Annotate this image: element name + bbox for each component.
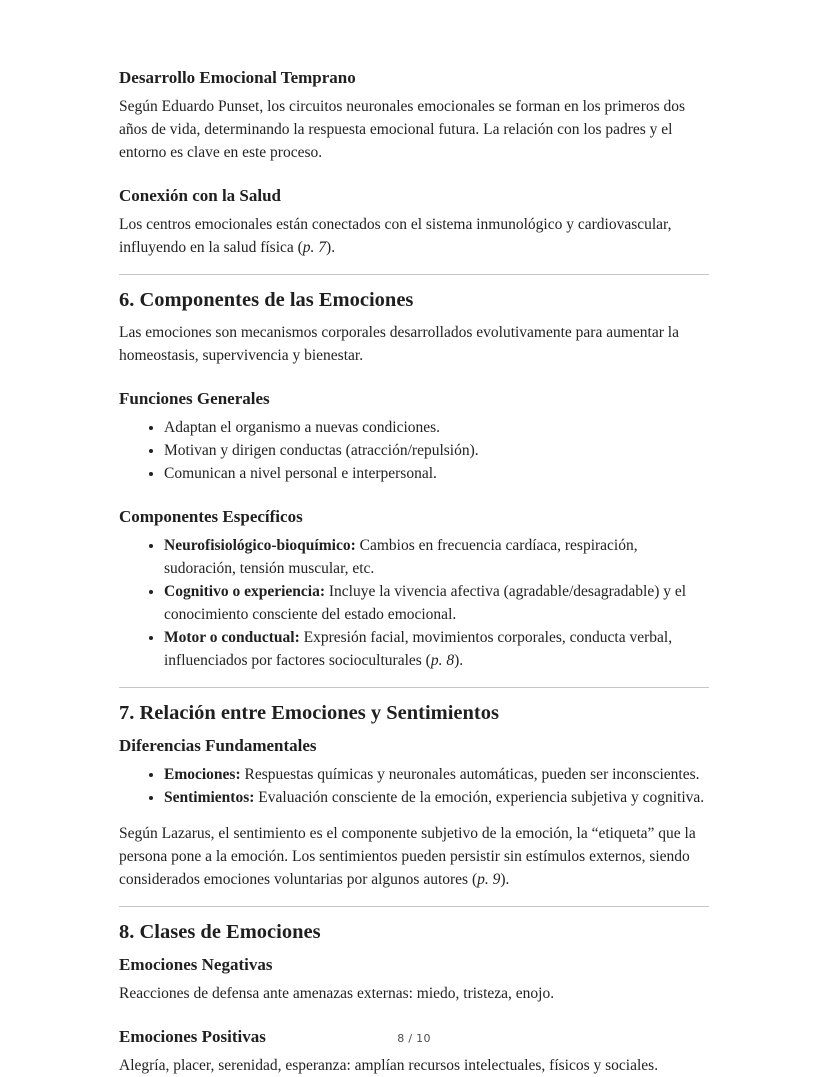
bullet-lead: Motor o conductual: xyxy=(164,629,300,646)
bullet-text: ). xyxy=(454,652,464,669)
page-number: 8 / 10 xyxy=(397,1032,431,1045)
section-title-7: 7. Relación entre Emociones y Sentimientos xyxy=(119,702,499,724)
page-reference: p. 7 xyxy=(302,239,327,256)
paragraph-intro-6: Las emociones son mecanismos corporales desarrollados evolutivamente para aumentar la homeostasis, supervivencia y bienestar. xyxy=(119,324,679,364)
bullet-lead: Sentimientos: xyxy=(164,789,255,806)
paragraph-negativas: Reacciones de defensa ante amenazas externas: miedo, tristeza, enojo. xyxy=(119,985,555,1002)
paragraph-conexion-salud xyxy=(119,213,709,259)
list-item: • Comunican a nivel personal e interpersonal. xyxy=(164,462,709,485)
list-item xyxy=(164,763,709,786)
section-title-8: 8. Clases de Emociones xyxy=(119,921,321,943)
section-divider xyxy=(119,906,709,907)
subsection-heading-desarrollo: Desarrollo Emocional Temprano xyxy=(119,68,356,87)
subsection-heading-componentes: Componentes Específicos xyxy=(119,507,303,526)
paragraph-text: Los centros emocionales están conectados con el sistema inmunológico y cardiovascular, influyendo en la salud física ( xyxy=(119,216,672,256)
bullet-list-funciones xyxy=(119,416,709,485)
subsection-heading-negativas: Emociones Negativas xyxy=(119,955,273,974)
section-title-6: 6. Componentes de las Emociones xyxy=(119,289,414,311)
list-item xyxy=(164,786,709,809)
subsection-heading-funciones: Funciones Generales xyxy=(119,389,270,408)
section-relacion-emociones-sentimientos xyxy=(119,700,709,891)
subsection-heading-conexion-salud: Conexión con la Salud xyxy=(119,186,282,205)
bullet-lead: Emociones: xyxy=(164,766,241,783)
subsection-heading-positivas: Emociones Positivas xyxy=(119,1027,266,1046)
list-item xyxy=(164,534,709,580)
page-reference: p. 8 xyxy=(430,652,455,669)
paragraph-lazarus xyxy=(119,822,709,891)
bullet-list-diferencias xyxy=(119,763,709,809)
paragraph-desarrollo: Según Eduardo Punset, los circuitos neuronales emocionales se forman en los primeros dos años de vida, determinando la respuesta emocional futura. La relación con los padres y el entorno es clave en este proceso. xyxy=(119,98,686,161)
bullet-lead: Cognitivo o experiencia: xyxy=(164,583,326,600)
bullet-list-componentes xyxy=(119,534,709,672)
section-divider xyxy=(119,274,709,275)
subsection-heading-diferencias: Diferencias Fundamentales xyxy=(119,736,317,755)
bullet-text: Respuestas químicas y neuronales automáticas, pueden ser inconscientes. xyxy=(240,766,700,783)
bullet-text: Evaluación consciente de la emoción, experiencia subjetiva y cognitiva. xyxy=(254,789,705,806)
list-item xyxy=(164,580,709,626)
paragraph-text: Según Lazarus, el sentimiento es el componente subjetivo de la emoción, la “etiqueta” que la persona pone a la emoción. Los sentimientos pueden persistir sin estímulos externos, siendo considerados emociones voluntarias por algunos autores ( xyxy=(119,825,696,888)
bullet-text: Cambios en frecuencia cardíaca, respiración, sudoración, tensión muscular, etc. xyxy=(164,537,638,577)
section-componentes-emociones xyxy=(119,287,709,672)
paragraph-text: ). xyxy=(500,871,510,888)
list-item xyxy=(164,626,709,672)
list-item: • Motivan y dirigen conductas (atracción/repulsión). xyxy=(164,439,709,462)
section-divider xyxy=(119,687,709,688)
paragraph-positivas: Alegría, placer, serenidad, esperanza: amplían recursos intelectuales, físicos y sociales. xyxy=(119,1057,659,1074)
section-desarrollo-emocional xyxy=(119,67,709,259)
list-item: • Adaptan el organismo a nuevas condiciones. xyxy=(164,416,709,439)
document-page xyxy=(119,0,709,1077)
bullet-text: Incluye la vivencia afectiva (agradable/desagradable) y el conocimiento consciente del estado emocional. xyxy=(164,583,687,623)
section-clases-emociones xyxy=(119,919,709,1077)
paragraph-text: ). xyxy=(326,239,336,256)
page-reference: p. 9 xyxy=(477,871,501,888)
bullet-text: Expresión facial, movimientos corporales, conducta verbal, influenciados por factores socioculturales ( xyxy=(164,629,673,669)
bullet-lead: Neurofisiológico-bioquímico: xyxy=(164,537,356,554)
